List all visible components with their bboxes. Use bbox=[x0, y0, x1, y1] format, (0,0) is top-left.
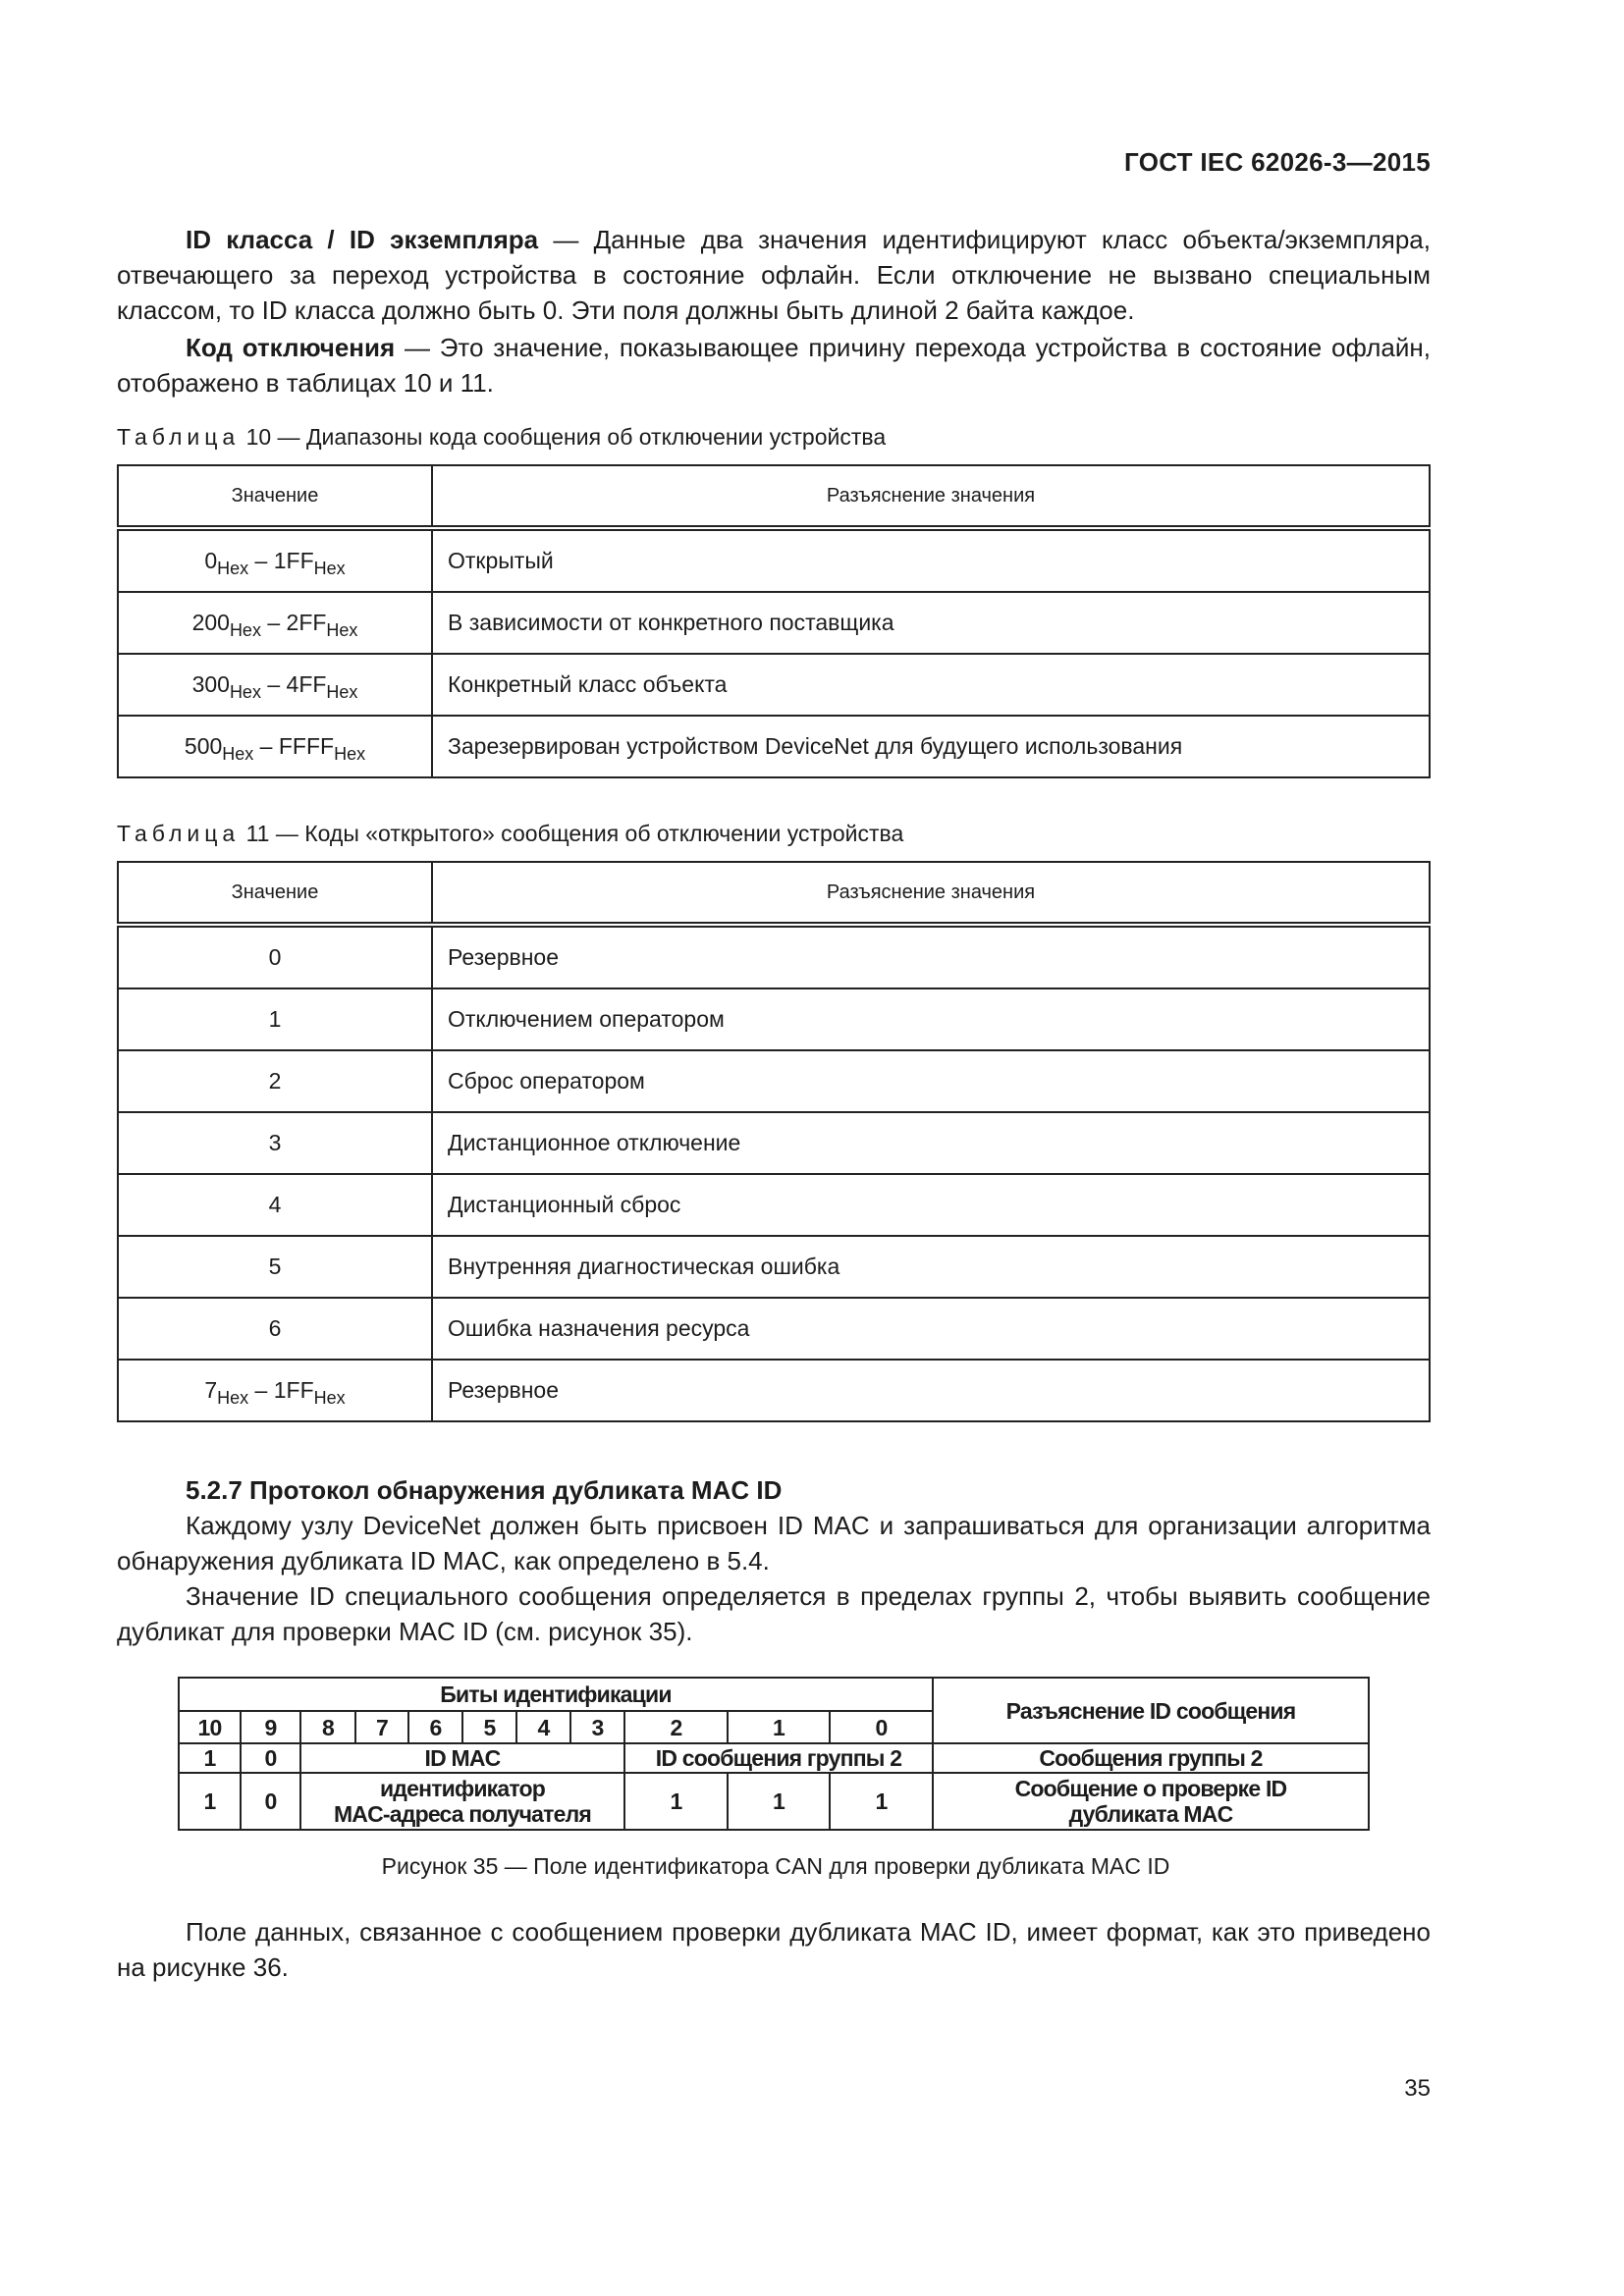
table11 bbox=[117, 861, 1431, 1422]
table10 bbox=[117, 464, 1431, 778]
final-paragraph: Поле данных, связанное с сообщением проверки дубликата MAC ID, имеет формат, как это приведено на рисунке 36. bbox=[117, 1917, 1431, 1982]
dup-check-row: 1 0 идентификатор MAC-адреса получателя 1 1 1 Сообщение о проверке ID дубликата MAC bbox=[179, 1773, 1369, 1830]
section-heading: 5.2.7 Протокол обнаружения дубликата MAC ID bbox=[186, 1475, 783, 1505]
page-number: 35 bbox=[1404, 2075, 1431, 2102]
term-shutdown-code: Код отключения bbox=[186, 333, 396, 362]
group2-row: 1 0 ID MAC ID сообщения группы 2 Сообщения группы 2 bbox=[179, 1743, 1369, 1773]
explanation-header: Разъяснение ID сообщения bbox=[933, 1678, 1369, 1743]
table-row: $7_{Hex} - 1FF_{Hex}$ Резервное bbox=[118, 1360, 1430, 1421]
paragraph-shutdown-code bbox=[117, 330, 1431, 400]
section-paragraph-1: Каждому узлу DeviceNet должен быть присвоен ID MAC и запрашиваться для организации алгоритма обнаружения дубликата ID MAC, как определено в 5.4. bbox=[117, 1511, 1431, 1575]
table-row: 6 Ошибка назначения ресурса bbox=[118, 1298, 1430, 1360]
bit-numbers-row: 10 9 8 7 6 5 4 3 2 1 0 bbox=[179, 1711, 1369, 1743]
table-row: 3 Дистанционное отключение bbox=[118, 1112, 1430, 1174]
term-class-id: ID класса / ID экземпляра bbox=[186, 225, 539, 254]
table-row: 5 Внутренняя диагностическая ошибка bbox=[118, 1236, 1430, 1298]
table11-header-explanation: Разъяснение значения bbox=[432, 862, 1430, 925]
paragraph-text: — Это значение, показывающее причину перехода устройства в состояние офлайн, отображено в таблицах 10 и 11. bbox=[117, 333, 1431, 398]
paragraph-class-id bbox=[117, 222, 1431, 328]
paragraph-text: — Данные два значения идентифицируют класс объекта/экземпляра, отвечающего за переход устройства в состояние офлайн. Если отключение не вызвано специальным классом, то ID класса должно быть 0. Эти поля должны быть длиной 2 байта каждое. bbox=[117, 225, 1431, 325]
table-row: $0_{Hex} - 1FF_{Hex}$ Открытый bbox=[118, 528, 1430, 592]
table-row: $500_{Hex}$ – $FFFF_{Hex}$ Зарезервирован устройством DeviceNet для будущего использования bbox=[118, 716, 1430, 777]
table-row: $300_{Hex} - 4FF_{Hex}$ Конкретный класс объекта bbox=[118, 654, 1430, 716]
table-row: 0 Резервное bbox=[118, 925, 1430, 988]
table10-header-explanation: Разъяснение значения bbox=[432, 465, 1430, 528]
figure35-caption: Рисунок 35 — Поле идентификатора CAN для проверки дубликата MAC ID bbox=[381, 1853, 1170, 1879]
table10-header-value: Значение bbox=[118, 465, 432, 528]
figure35-table bbox=[178, 1677, 1370, 1831]
table-row: 1 Отключением оператором bbox=[118, 988, 1430, 1050]
table11-caption: Таблица 11 — Коды «открытого» сообщения об отключении устройства bbox=[117, 821, 904, 846]
document-id: ГОСТ IEC 62026-3—2015 bbox=[1124, 147, 1431, 177]
table10-caption: Таблица 10 — Диапазоны кода сообщения об отключении устройства bbox=[117, 424, 887, 450]
table-row: 4 Дистанционный сброс bbox=[118, 1174, 1430, 1236]
section-paragraph-2: Значение ID специального сообщения определяется в пределах группы 2, чтобы выявить сообщение дубликат для проверки MAC ID (см. рисунок 35). bbox=[117, 1581, 1431, 1646]
table11-header-value: Значение bbox=[118, 862, 432, 925]
bits-header: Биты идентификации bbox=[179, 1678, 933, 1711]
table-row: 2 Сброс оператором bbox=[118, 1050, 1430, 1112]
table-row: $200_{Hex} - 2FF_{Hex}$ В зависимости от конкретного поставщика bbox=[118, 592, 1430, 654]
